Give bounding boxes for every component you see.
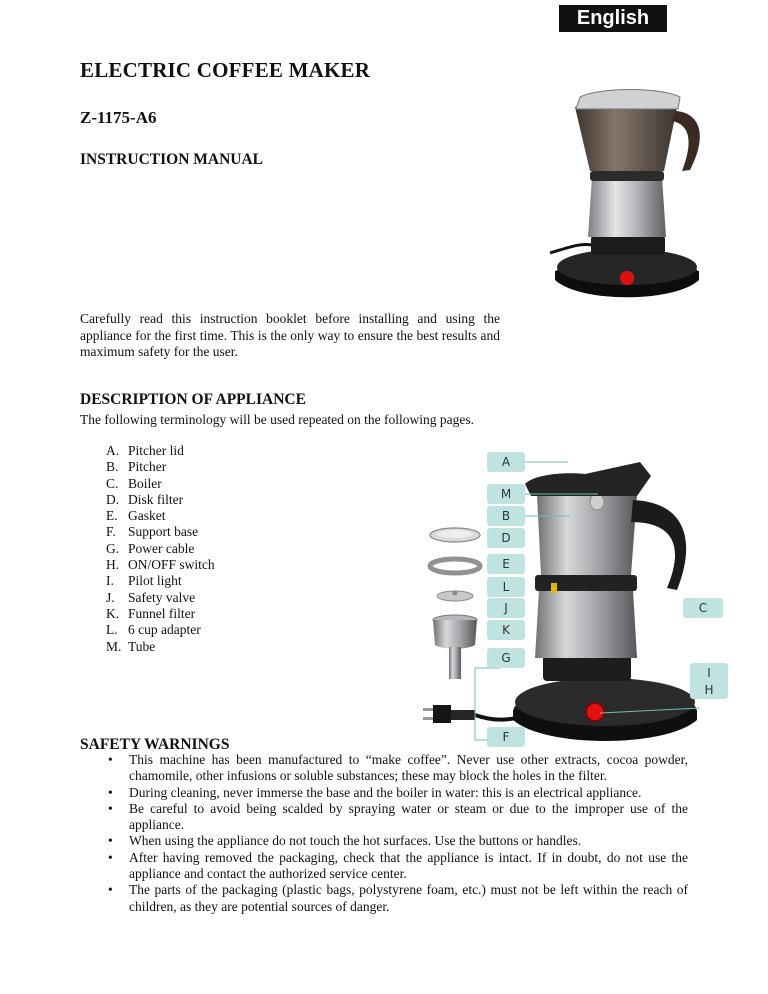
part-name: Support base: [128, 524, 199, 540]
part-letter: F.: [106, 524, 116, 540]
part-name: Tube: [128, 638, 156, 654]
callout-label-d: D: [501, 531, 511, 545]
part-letter: E.: [106, 508, 118, 524]
description-subheading: The following terminology will be used repeated on the following pages.: [80, 412, 475, 427]
part-letter: J.: [106, 589, 115, 605]
part-name: Pitcher: [128, 459, 167, 475]
safety-warnings-list: [108, 752, 688, 915]
part-letter: K.: [106, 605, 120, 621]
part-name: Funnel filter: [128, 605, 196, 621]
part-letter: G.: [106, 540, 120, 556]
list-item: • This machine has been manufactured to “make coffee”. Never use other extracts, cocoa powder, chamomile, other infusions or soluble substances; these may block the holes in the filter.: [108, 752, 688, 785]
description-heading: DESCRIPTION OF APPLIANCE: [80, 391, 306, 408]
callout-label-h: H: [704, 683, 714, 697]
part-letter: L.: [106, 622, 118, 638]
part-letter: I.: [106, 573, 114, 589]
list-item: • Be careful to avoid being scalded by spraying water or steam or due to the improper use of the appliance.: [108, 801, 688, 834]
intro-paragraph: Carefully read this instruction booklet before installing and using the appliance for the first time. This is the only way to ensure the best results and maximum safety for the user.: [80, 311, 500, 359]
document-title: ELECTRIC COFFEE MAKER: [80, 58, 371, 82]
callout-label-b: B: [501, 509, 511, 523]
part-name: Pilot light: [128, 573, 182, 589]
part-letter: B.: [106, 459, 119, 475]
part-name: Pitcher lid: [128, 443, 184, 458]
callout-label-m: M: [500, 487, 512, 501]
callout-label-l: L: [502, 580, 510, 594]
part-letter: C.: [106, 475, 119, 491]
callout-label-g: G: [501, 651, 511, 665]
manual-subtitle: INSTRUCTION MANUAL: [80, 151, 264, 168]
part-letter: A.: [106, 443, 120, 458]
list-item: • During cleaning, never immerse the base and the boiler in water: this is an electrical appliance.: [108, 785, 688, 801]
language-badge: English: [559, 5, 667, 32]
part-name: Power cable: [128, 540, 195, 556]
list-item: • When using the appliance do not touch the hot surfaces. Use the buttons or handles.: [108, 833, 688, 849]
callout-label-j: J: [504, 601, 508, 615]
callout-label-c: C: [698, 601, 708, 615]
model-number: Z-1175-A6: [80, 108, 157, 127]
part-name: Gasket: [128, 508, 166, 524]
part-letter: M.: [106, 638, 122, 654]
part-letter: H.: [106, 557, 120, 573]
safety-heading: SAFETY WARNINGS: [80, 736, 230, 753]
list-item: • The parts of the packaging (plastic bags, polystyrene foam, etc.) must not be left within the reach of children, as they are potential sources of danger.: [108, 882, 688, 915]
callout-label-a: A: [501, 455, 511, 469]
part-name: Safety valve: [128, 589, 196, 605]
part-name: Boiler: [128, 475, 162, 491]
part-letter: D.: [106, 491, 120, 507]
list-item: • After having removed the packaging, check that the appliance is intact. If in doubt, do not use the appliance and contact the authorized service center.: [108, 850, 688, 883]
part-name: ON/OFF switch: [128, 557, 215, 573]
callout-label-i: I: [707, 666, 711, 680]
callout-label-k: K: [502, 623, 510, 637]
part-name: Disk filter: [128, 491, 184, 507]
callout-label-e: E: [502, 557, 510, 571]
callout-label-f: F: [502, 730, 510, 744]
part-name: 6 cup adapter: [128, 622, 201, 638]
